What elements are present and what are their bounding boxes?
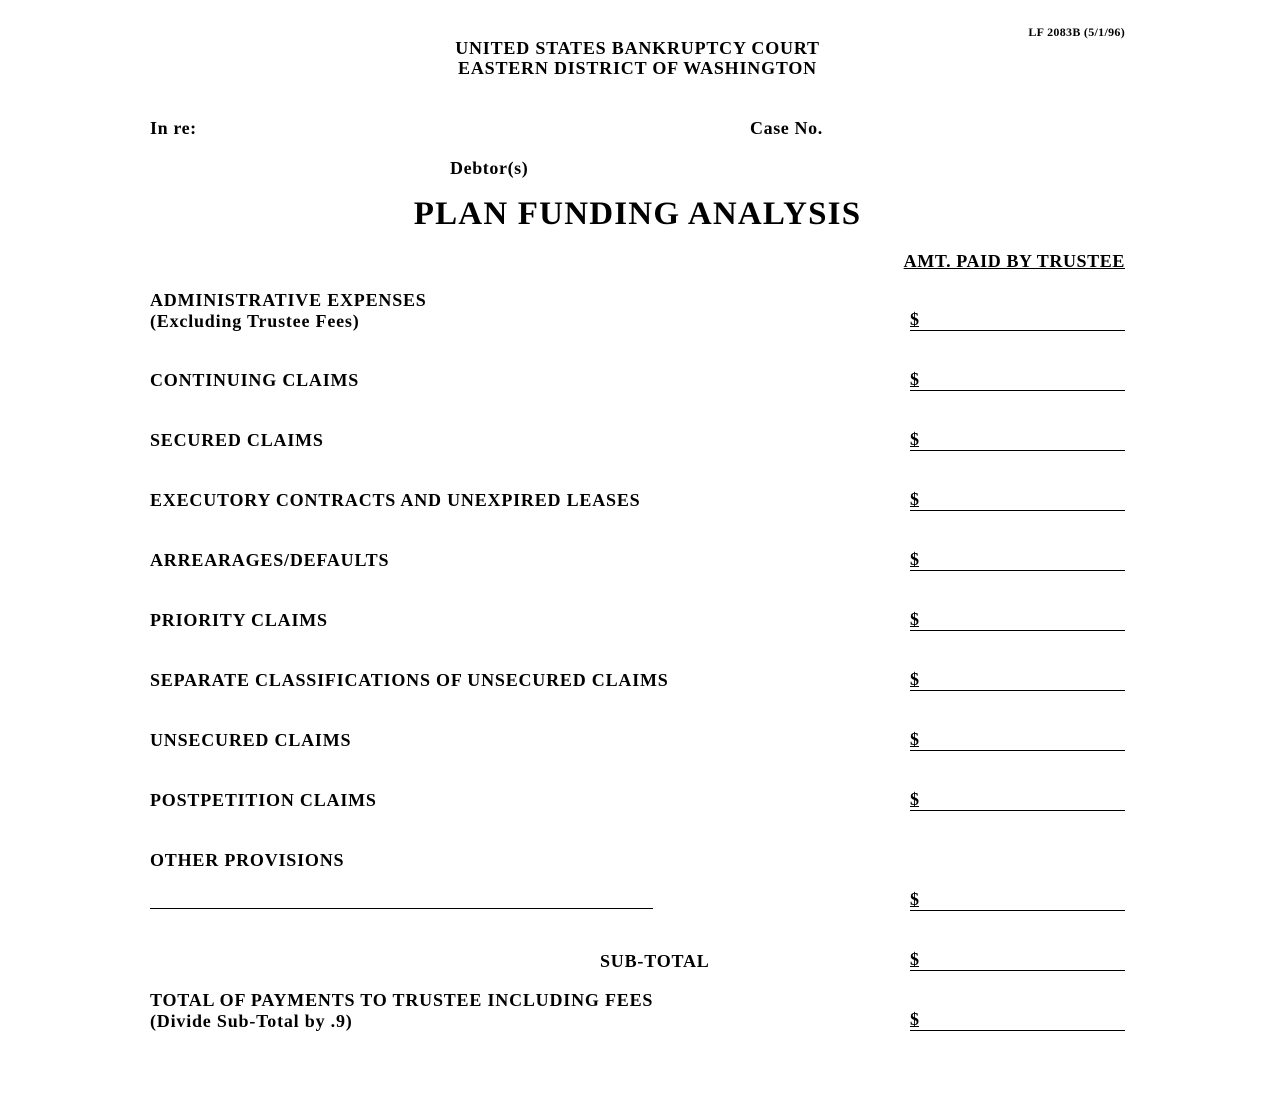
amount-field-postpetition-claims[interactable] (910, 789, 1125, 811)
amount-field-subtotal[interactable] (910, 949, 1125, 971)
row-sublabel-text: (Excluding Trustee Fees) (150, 311, 360, 331)
dollar-sign: $ (910, 729, 919, 749)
row-label-unsecured-claims: UNSECURED CLAIMS (150, 730, 352, 750)
total-label-text: TOTAL OF PAYMENTS TO TRUSTEE INCLUDING FEES (150, 990, 654, 1010)
dollar-sign: $ (910, 549, 919, 569)
amount-field-priority-claims[interactable] (910, 609, 1125, 631)
amount-field-administrative-expenses[interactable] (910, 309, 1125, 331)
row-label-executory-contracts: EXECUTORY CONTRACTS AND UNEXPIRED LEASES (150, 490, 641, 510)
row-label-total-payments (150, 990, 653, 1032)
total-sublabel-text: (Divide Sub-Total by .9) (150, 1011, 353, 1031)
amount-field-secured-claims[interactable] (910, 429, 1125, 451)
court-district: EASTERN DISTRICT OF WASHINGTON (458, 58, 817, 78)
dollar-sign: $ (910, 949, 919, 969)
debtor-label: Debtor(s) (450, 158, 529, 178)
amount-column-header: AMT. PAID BY TRUSTEE (903, 251, 1125, 271)
dollar-sign: $ (910, 489, 919, 509)
amount-field-separate-classifications[interactable] (910, 669, 1125, 691)
dollar-sign: $ (910, 789, 919, 809)
subtotal-label: SUB-TOTAL (600, 951, 710, 971)
dollar-sign: $ (910, 889, 919, 909)
amount-field-continuing-claims[interactable] (910, 369, 1125, 391)
other-provisions-blank-line[interactable] (150, 908, 653, 909)
row-label-other-provisions: OTHER PROVISIONS (150, 850, 345, 870)
dollar-sign: $ (910, 369, 919, 389)
row-label-secured-claims: SECURED CLAIMS (150, 430, 324, 450)
amount-field-unsecured-claims[interactable] (910, 729, 1125, 751)
court-name: UNITED STATES BANKRUPTCY COURT (455, 38, 820, 58)
dollar-sign: $ (910, 309, 919, 329)
row-label-postpetition-claims: POSTPETITION CLAIMS (150, 790, 377, 810)
dollar-sign: $ (910, 1009, 919, 1029)
row-label-priority-claims: PRIORITY CLAIMS (150, 610, 328, 630)
row-label-separate-classifications: SEPARATE CLASSIFICATIONS OF UNSECURED CLAIMS (150, 670, 669, 690)
amount-field-arrearages-defaults[interactable] (910, 549, 1125, 571)
amount-field-executory-contracts[interactable] (910, 489, 1125, 511)
form-id: LF 2083B (5/1/96) (1028, 25, 1125, 39)
dollar-sign: $ (910, 429, 919, 449)
case-no-label: Case No. (750, 118, 823, 138)
row-label-administrative-expenses (150, 290, 427, 332)
dollar-sign: $ (910, 669, 919, 689)
amount-field-other-provisions[interactable] (910, 889, 1125, 911)
row-label-text: ADMINISTRATIVE EXPENSES (150, 290, 427, 310)
amount-field-total[interactable] (910, 1009, 1125, 1031)
row-label-continuing-claims: CONTINUING CLAIMS (150, 370, 360, 390)
dollar-sign: $ (910, 609, 919, 629)
page-title: PLAN FUNDING ANALYSIS (413, 196, 862, 232)
in-re-label: In re: (150, 118, 197, 138)
row-label-arrearages-defaults: ARREARAGES/DEFAULTS (150, 550, 390, 570)
